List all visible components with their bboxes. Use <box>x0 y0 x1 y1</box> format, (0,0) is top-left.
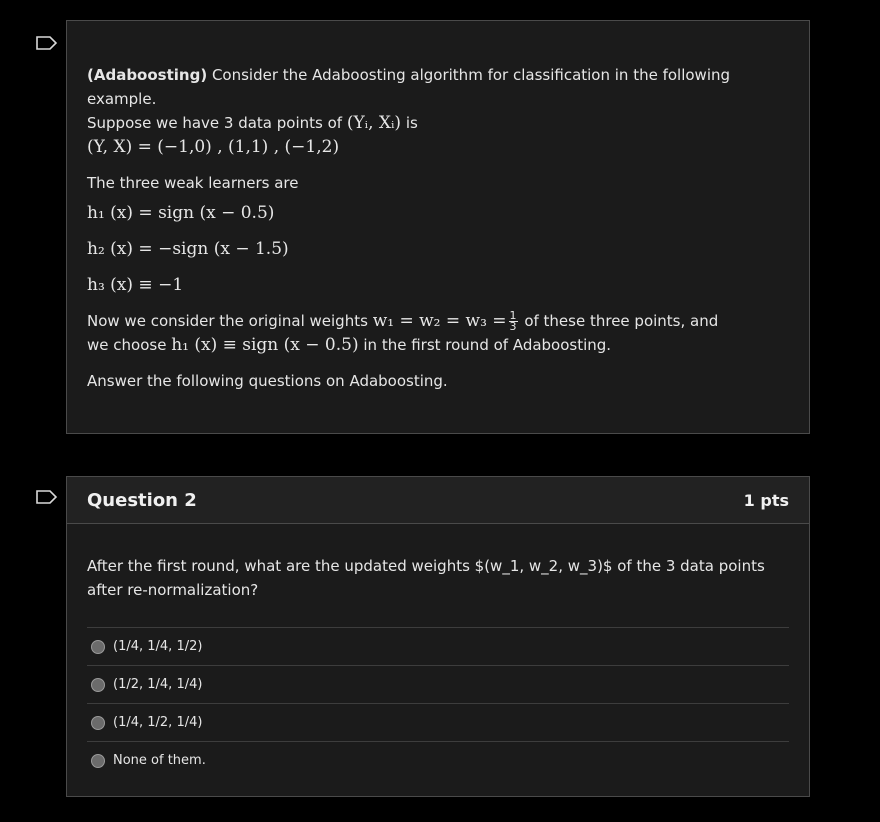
question-points: 1 pts <box>743 490 789 510</box>
answer-list <box>87 627 789 779</box>
intro-heading-bold: (Adaboosting) <box>87 66 208 84</box>
intro-line2-text: Suppose we have 3 data points of <box>87 114 347 132</box>
radio-button[interactable] <box>91 716 105 730</box>
intro-line2 <box>87 111 789 135</box>
weak-learners-intro: The three weak learners are <box>87 174 299 192</box>
intro-heading-text: Consider the Adaboosting algorithm for classification in the following example. <box>87 66 731 108</box>
answer-option[interactable] <box>87 627 789 665</box>
answer-prompt: Answer the following questions on Adaboosting. <box>87 372 448 390</box>
answer-option[interactable] <box>87 741 789 779</box>
answer-label: (1/4, 1/4, 1/2) <box>113 639 203 654</box>
h2-equation: h₂ (x) = −sign (x − 1.5) <box>87 239 289 259</box>
answer-option[interactable] <box>87 665 789 703</box>
intro-line2-tail: is <box>401 114 418 132</box>
data-points-equation: (Y, X) = (−1,0) , (1,1) , (−1,2) <box>87 137 340 157</box>
flag-icon[interactable] <box>36 36 58 50</box>
fraction-numerator: 1 <box>509 309 517 322</box>
weights-line <box>87 309 789 333</box>
weights-text-tail: of these three points, and <box>519 312 719 330</box>
question-title: Question 2 <box>87 489 197 511</box>
weights-math: w₁ = w₂ = w₃ = <box>372 311 507 331</box>
h3-equation: h₃ (x) ≡ −1 <box>87 275 184 295</box>
fraction-denominator: 3 <box>509 320 517 333</box>
question-text: After the first round, what are the updated weights $(w_1, w_2, w_3)$ of the 3 data points after re-normalization? <box>87 557 765 599</box>
choose-math: h₁ (x) ≡ sign (x − 0.5) <box>171 335 359 355</box>
answer-label: (1/2, 1/4, 1/4) <box>113 677 203 692</box>
flag-icon[interactable] <box>36 490 58 504</box>
answer-label: None of them. <box>113 753 206 768</box>
choose-text: we choose <box>87 336 172 354</box>
choose-text-tail: in the first round of Adaboosting. <box>358 336 612 354</box>
radio-button[interactable] <box>91 678 105 692</box>
choose-line <box>87 333 789 357</box>
intro-line2-math: (Yᵢ, Xᵢ) <box>346 113 402 133</box>
answer-option[interactable] <box>87 703 789 741</box>
question-panel <box>66 476 810 797</box>
weights-fraction <box>509 311 518 332</box>
h1-equation: h₁ (x) = sign (x − 0.5) <box>87 203 275 223</box>
intro-heading <box>87 63 789 111</box>
question-header <box>67 477 809 524</box>
answer-label: (1/4, 1/2, 1/4) <box>113 715 203 730</box>
radio-button[interactable] <box>91 754 105 768</box>
weights-text: Now we consider the original weights <box>87 312 373 330</box>
radio-button[interactable] <box>91 640 105 654</box>
intro-panel <box>66 20 810 434</box>
